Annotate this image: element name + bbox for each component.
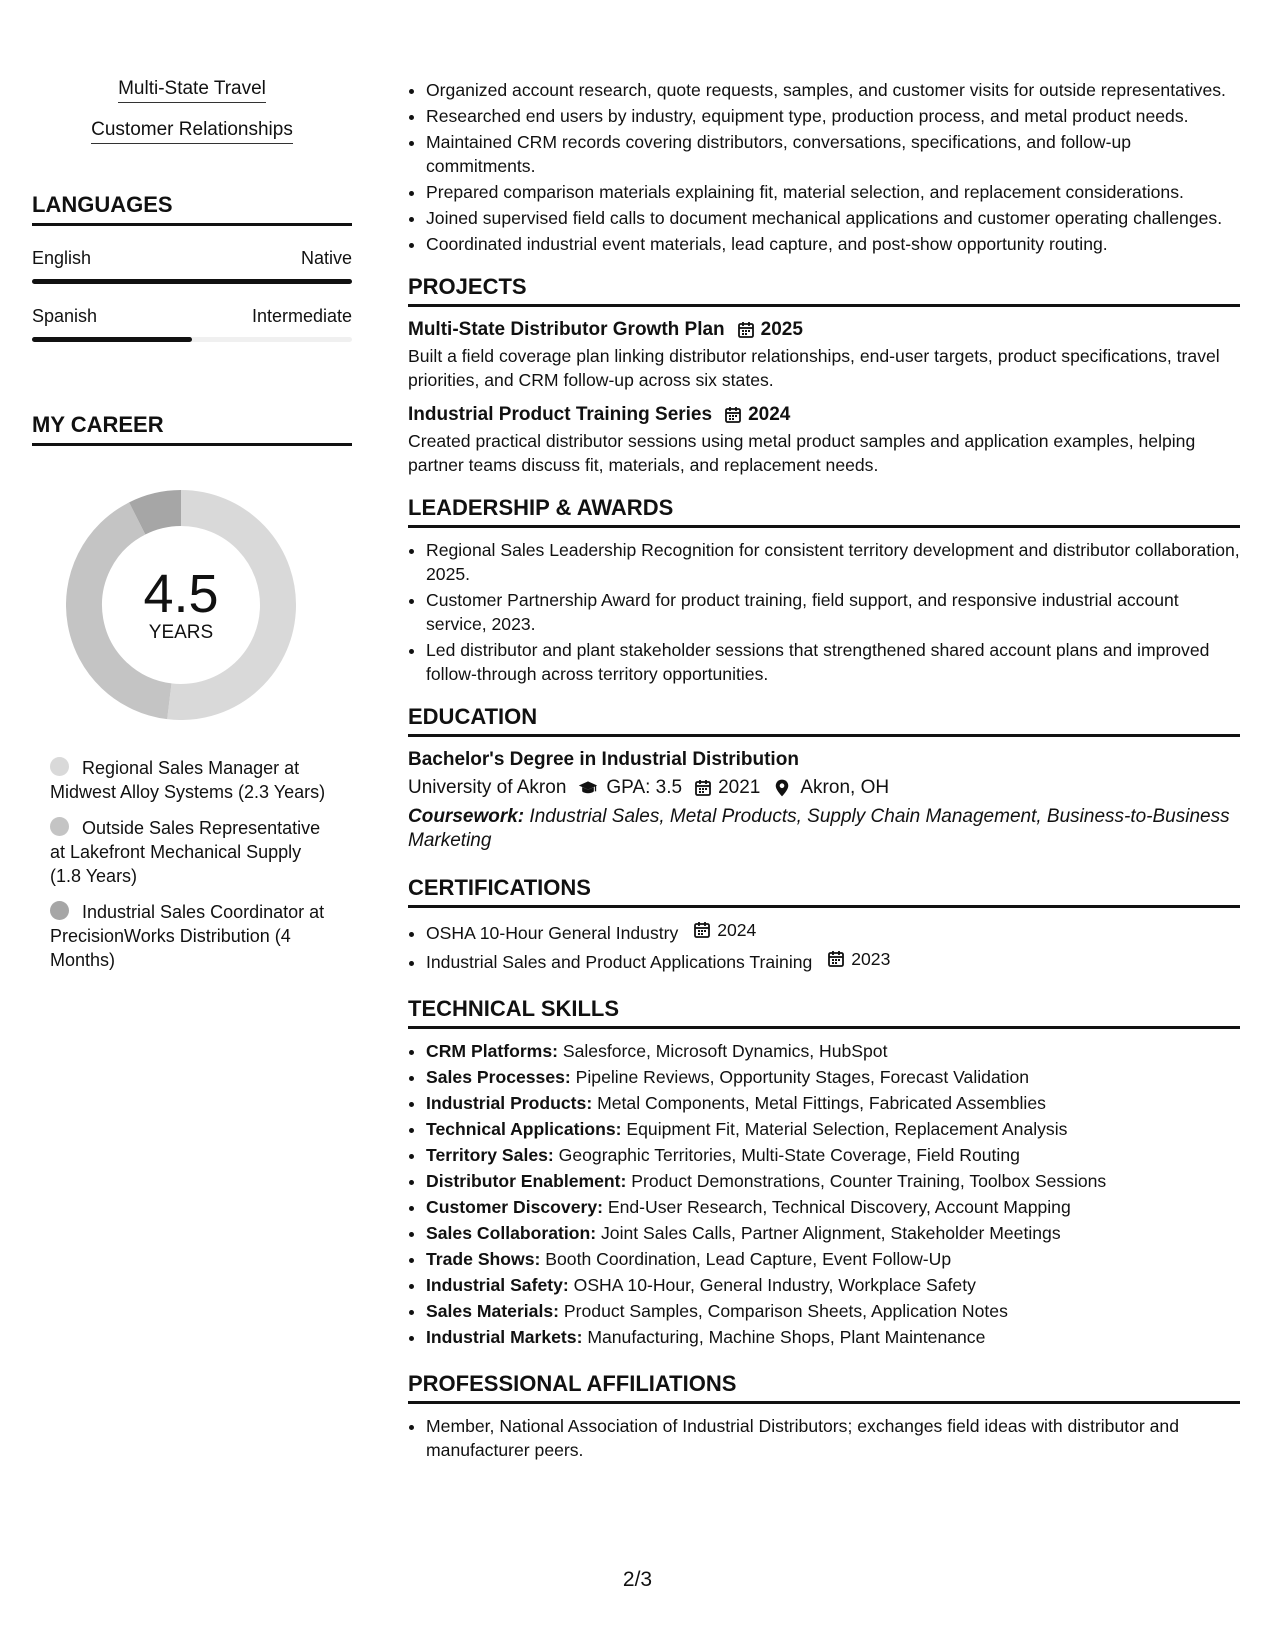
education-item — [408, 749, 1240, 853]
skills-title: TECHNICAL SKILLS — [408, 996, 1240, 1029]
strength-tag: Customer Relationships — [32, 119, 352, 144]
project-name: Multi-State Distributor Growth Plan — [408, 319, 725, 340]
leadership-list — [408, 538, 1240, 686]
project-description: Created practical distributor sessions using metal product samples and application examples, helping partner teams discuss fit, materials, and replacement needs. — [408, 431, 1196, 475]
leadership-item: • Led distributor and plant stakeholder sessions that strengthened shared account plans and improved follow-through across territory opportunities. — [426, 638, 1240, 686]
language-name: Spanish — [32, 306, 98, 326]
certifications-list — [408, 918, 1240, 974]
affiliation-item: • Member, National Association of Industrial Distributors; exchanges field ideas with distributor and manufacturer peers. — [426, 1414, 1240, 1462]
skill-item: • CRM Platforms: Salesforce, Microsoft Dynamics, HubSpot — [426, 1039, 1240, 1063]
skill-item: • Customer Discovery: End-User Research, Technical Discovery, Account Mapping — [426, 1195, 1240, 1219]
skill-item: • Sales Processes: Pipeline Reviews, Opportunity Stages, Forecast Validation — [426, 1065, 1240, 1089]
career-legend-item: Industrial Sales Coordinator at PrecisionWorks Distribution (4 Months) — [50, 902, 325, 970]
calendar-icon — [693, 921, 711, 939]
certifications-title: CERTIFICATIONS — [408, 875, 1240, 908]
project-year: 2024 — [748, 404, 791, 425]
legend-dot-icon — [50, 817, 69, 836]
leadership-item: • Regional Sales Leadership Recognition for consistent territory development and distributor collaboration, 2025. — [426, 538, 1240, 586]
career-total: 4.5 — [143, 564, 219, 624]
education-location: Akron, OH — [800, 777, 890, 798]
language-item — [32, 248, 352, 284]
career-donut — [66, 490, 296, 720]
graduation-cap-icon — [578, 778, 598, 798]
main-content — [408, 78, 1240, 1464]
skills-list — [408, 1039, 1240, 1349]
experience-bullet: • Prepared comparison materials explaining fit, material selection, and replacement considerations. — [426, 180, 1240, 204]
skill-item: • Technical Applications: Equipment Fit, Material Selection, Replacement Analysis — [426, 1117, 1240, 1141]
experience-bullet: • Joined supervised field calls to document mechanical applications and customer operating challenges. — [426, 206, 1240, 230]
certification-item: • Industrial Sales and Product Applications Training 2023 — [426, 947, 1240, 974]
education-school: University of Akron — [408, 777, 567, 798]
leadership-item: • Customer Partnership Award for product training, field support, and responsive industrial account service, 2023. — [426, 588, 1240, 636]
experience-bullets — [408, 78, 1240, 256]
career-unit: YEARS — [148, 622, 214, 643]
strength-tag: Multi-State Travel — [32, 78, 352, 103]
certification-item: • OSHA 10-Hour General Industry 2024 — [426, 918, 1240, 945]
affiliations-title: PROFESSIONAL AFFILIATIONS — [408, 1371, 1240, 1404]
project-description: Built a field coverage plan linking distributor relationships, end-user targets, product specifications, travel priorities, and CRM follow-up across six states. — [408, 346, 1220, 390]
career-title: MY CAREER — [32, 412, 352, 446]
skill-item: • Trade Shows: Booth Coordination, Lead Capture, Event Follow-Up — [426, 1247, 1240, 1271]
skill-item: • Sales Collaboration: Joint Sales Calls, Partner Alignment, Stakeholder Meetings — [426, 1221, 1240, 1245]
page-number: 2/3 — [622, 1568, 653, 1591]
skill-item: • Industrial Markets: Manufacturing, Machine Shops, Plant Maintenance — [426, 1325, 1240, 1349]
skill-item: • Territory Sales: Geographic Territories, Multi-State Coverage, Field Routing — [426, 1143, 1240, 1167]
calendar-icon — [694, 779, 712, 797]
calendar-icon — [724, 406, 742, 424]
skill-item: • Industrial Safety: OSHA 10-Hour, General Industry, Workplace Safety — [426, 1273, 1240, 1297]
experience-bullet: • Researched end users by industry, equipment type, production process, and metal product needs. — [426, 104, 1240, 128]
experience-bullet: • Coordinated industrial event materials, lead capture, and post-show opportunity routing. — [426, 232, 1240, 256]
career-legend-item: Outside Sales Representative at Lakefront Mechanical Supply (1.8 Years) — [50, 818, 321, 886]
skill-item: • Industrial Products: Metal Components, Metal Fittings, Fabricated Assemblies — [426, 1091, 1240, 1115]
skill-item: • Distributor Enablement: Product Demonstrations, Counter Training, Toolbox Sessions — [426, 1169, 1240, 1193]
career-legend — [50, 756, 330, 972]
project-item — [408, 319, 1240, 392]
language-proficiency-bar — [32, 337, 352, 342]
experience-bullet: • Organized account research, quote requests, samples, and customer visits for outside representatives. — [426, 78, 1240, 102]
languages-title: LANGUAGES — [32, 192, 352, 226]
legend-dot-icon — [50, 757, 69, 776]
education-year: 2021 — [718, 777, 761, 798]
calendar-icon — [827, 950, 845, 968]
project-year: 2025 — [760, 319, 803, 340]
language-proficiency-bar — [32, 279, 352, 284]
language-level: Native — [300, 248, 352, 268]
skill-item: • Sales Materials: Product Samples, Comparison Sheets, Application Notes — [426, 1299, 1240, 1323]
location-pin-icon — [772, 778, 792, 798]
projects-title: PROJECTS — [408, 274, 1240, 307]
sidebar — [32, 78, 352, 984]
legend-dot-icon — [50, 901, 69, 920]
education-degree: Bachelor's Degree in Industrial Distribution — [408, 749, 799, 770]
career-legend-item: Regional Sales Manager at Midwest Alloy Systems (2.3 Years) — [50, 758, 326, 802]
project-name: Industrial Product Training Series — [408, 404, 713, 425]
calendar-icon — [737, 321, 755, 339]
affiliations-list — [408, 1414, 1240, 1462]
education-gpa: GPA: 3.5 — [606, 777, 683, 798]
education-coursework: Coursework: Industrial Sales, Metal Products, Supply Chain Management, Business-to-Business Marketing — [408, 806, 1230, 851]
experience-bullet: • Maintained CRM records covering distributors, conversations, specifications, and follow-up commitments. — [426, 130, 1240, 178]
language-item — [32, 306, 352, 342]
leadership-title: LEADERSHIP & AWARDS — [408, 495, 1240, 528]
education-title: EDUCATION — [408, 704, 1240, 737]
language-name: English — [32, 248, 92, 268]
language-level: Intermediate — [251, 306, 352, 326]
project-item — [408, 404, 1240, 477]
